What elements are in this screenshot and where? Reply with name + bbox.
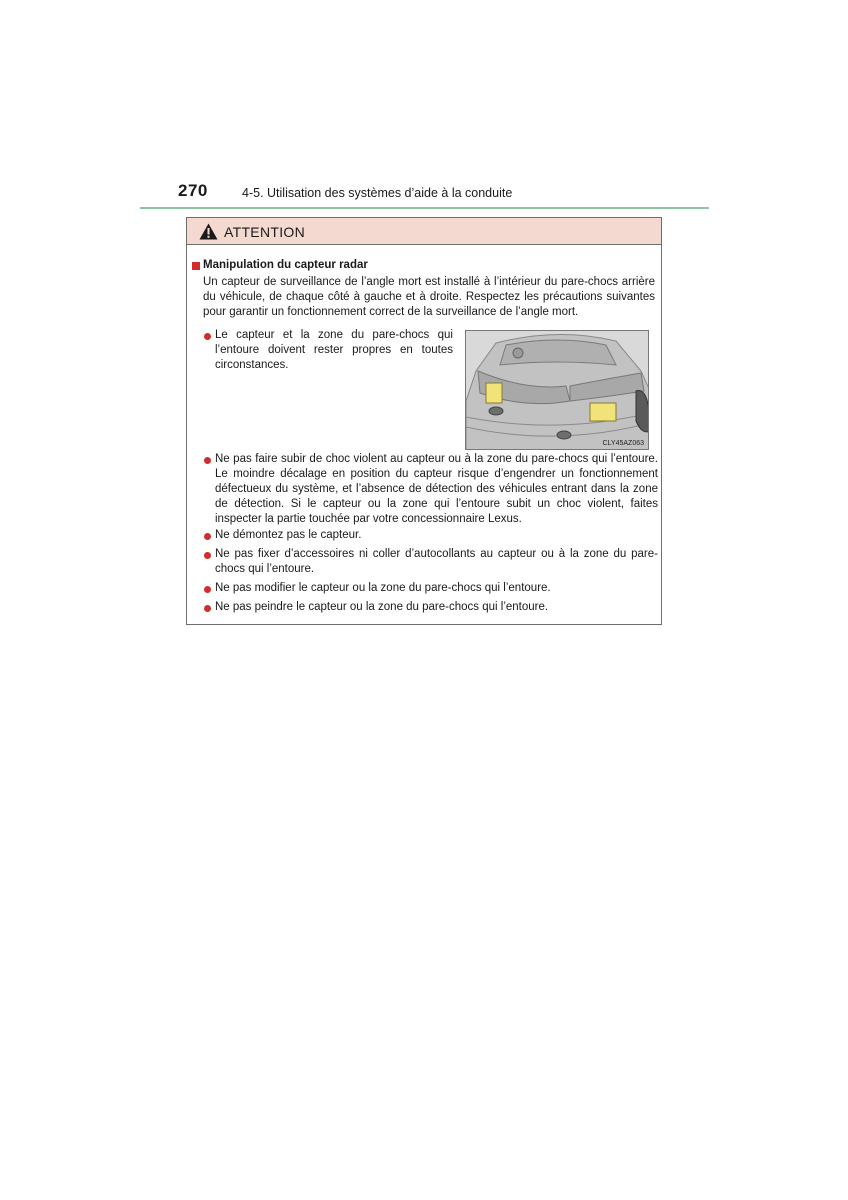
bullet-dot xyxy=(204,333,211,340)
section-square-bullet xyxy=(192,262,200,270)
intro-paragraph: Un capteur de surveillance de l’angle mort est installé à l’intérieur du pare-chocs arrière du véhicule, de chaque côté à gauche et à droite. Respectez les précautions suivantes pour garantir un fonctionnement correct de la surveillance de l’angle mort. xyxy=(203,276,655,318)
figure-code: CLY45AZ063 xyxy=(602,440,644,447)
bullet-dot xyxy=(204,533,211,540)
bullet-item: Ne pas modifier le capteur ou la zone du pare-chocs qui l’entoure. xyxy=(215,582,551,594)
right-sensor-area xyxy=(590,403,616,421)
bullet-item: Le capteur et la zone du pare-chocs qui l’entoure doivent rester propres en toutes circonstances. xyxy=(215,329,453,371)
warning-title: ATTENTION xyxy=(224,224,305,240)
car-rear-image xyxy=(466,331,649,450)
bullet-item: Ne pas faire subir de choc violent au capteur ou à la zone du pare-chocs qui l’entoure. Le moindre décalage en position du capteur risque d’engendrer un fonctionnement défectueux du système, et l’absence de détection des véhicules entrant dans la zone de détection. Si le capteur ou la zone qui l’entoure subit un choc violent, faites inspecter la partie touchée par votre concessionnaire Lexus. xyxy=(215,453,658,525)
bullet-item: Ne pas fixer d’accessoires ni coller d’autocollants au capteur ou à la zone du pare-chocs qui l’entoure. xyxy=(215,548,658,575)
bullet-dot xyxy=(204,605,211,612)
section-title: 4-5. Utilisation des systèmes d’aide à la conduite xyxy=(242,186,513,200)
warning-triangle-icon xyxy=(199,223,218,240)
page-number: 270 xyxy=(178,181,208,200)
bullet-dot xyxy=(204,586,211,593)
bullet-item: Ne pas peindre le capteur ou la zone du pare-chocs qui l’entoure. xyxy=(215,601,549,613)
bullet-dot xyxy=(204,457,211,464)
bullet-dot xyxy=(204,552,211,559)
page-header xyxy=(178,180,708,208)
subheading: Manipulation du capteur radar xyxy=(203,259,368,271)
warning-box xyxy=(186,217,662,625)
left-sensor-area xyxy=(486,383,502,403)
warning-header xyxy=(187,218,661,245)
bullet-item: Ne démontez pas le capteur. xyxy=(215,529,362,541)
bumper-sensor-illustration xyxy=(465,330,649,450)
header-divider xyxy=(140,207,709,209)
